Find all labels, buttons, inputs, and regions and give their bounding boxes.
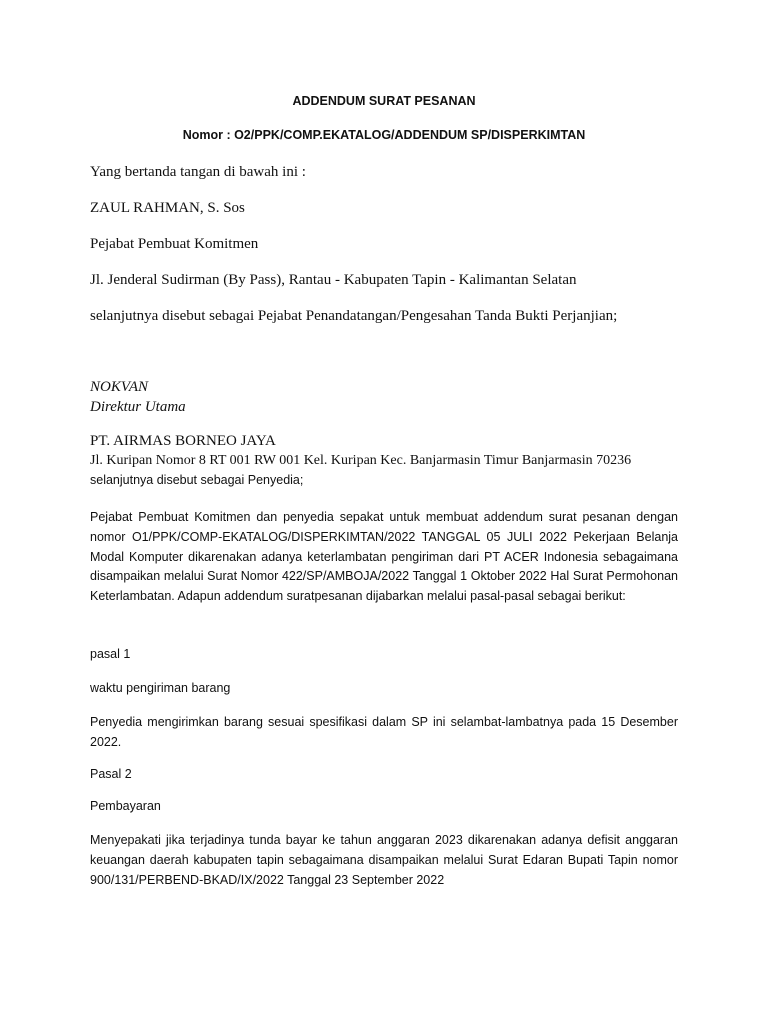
document-title: ADDENDUM SURAT PESANAN — [292, 94, 476, 108]
article-2-subject: Pembayaran — [90, 799, 161, 813]
second-party-address: Jl. Kuripan Nomor 8 RT 001 RW 001 Kel. Kuripan Kec. Banjarmasin Timur Banjarmasin 70236 — [90, 453, 632, 468]
article-2-heading: Pasal 2 — [90, 767, 132, 781]
second-party-designation: selanjutnya disebut sebagai Penyedia; — [90, 473, 304, 487]
article-1-heading: pasal 1 — [90, 647, 131, 661]
signer-intro: Yang bertanda tangan di bawah ini : — [90, 164, 306, 180]
first-party-name: ZAUL RAHMAN, S. Sos — [90, 200, 245, 216]
document-number: Nomor : O2/PPK/COMP.EKATALOG/ADDENDUM SP/DISPERKIMTAN — [182, 128, 586, 142]
second-party-company: PT. AIRMAS BORNEO JAYA — [90, 433, 276, 449]
first-party-position: Pejabat Pembuat Komitmen — [90, 236, 259, 252]
first-party-address: Jl. Jenderal Sudirman (By Pass), Rantau - Kabupaten Tapin - Kalimantan Selatan — [90, 272, 577, 288]
article-1-subject: waktu pengiriman barang — [90, 681, 231, 695]
second-party-name: NOKVAN — [90, 379, 149, 395]
second-party-position: Direktur Utama — [90, 399, 186, 415]
article-2-body: Menyepakati jika terjadinya tunda bayar ke tahun anggaran 2023 dikarenakan adanya defisit anggaran keuangan daerah kabupaten tapin sebagaimana disampaikan melalui Surat Edaran Bupati Tapin nomor 900/131/PERBEND-BKAD/IX/2022 Tanggal 23 September 2022 — [90, 833, 678, 887]
article-1-body: Penyedia mengirimkan barang sesuai spesifikasi dalam SP ini selambat-lambatnya pada 15 Desember 2022. — [90, 715, 678, 749]
first-party-designation: selanjutnya disebut sebagai Pejabat Penandatangan/Pengesahan Tanda Bukti Perjanjian; — [90, 308, 618, 324]
agreement-paragraph: Pejabat Pembuat Komitmen dan penyedia sepakat untuk membuat addendum surat pesanan dengan nomor O1/PPK/COMP-EKATALOG/DISPERKIMTAN/2022 TANGGAL 05 JULI 2022 Pekerjaan Belanja Modal Komputer dikarenakan adanya keterlambatan pengiriman dari PT ACER Indonesia sebagaimana disampaikan melalui Surat Nomor 422/SP/AMBOJA/2022 Tanggal 1 Oktober 2022 Hal Surat Permohonan Keterlambatan. Adapun addendum suratpesanan dijabarkan melalui pasal-pasal sebagai berikut: — [90, 510, 678, 604]
